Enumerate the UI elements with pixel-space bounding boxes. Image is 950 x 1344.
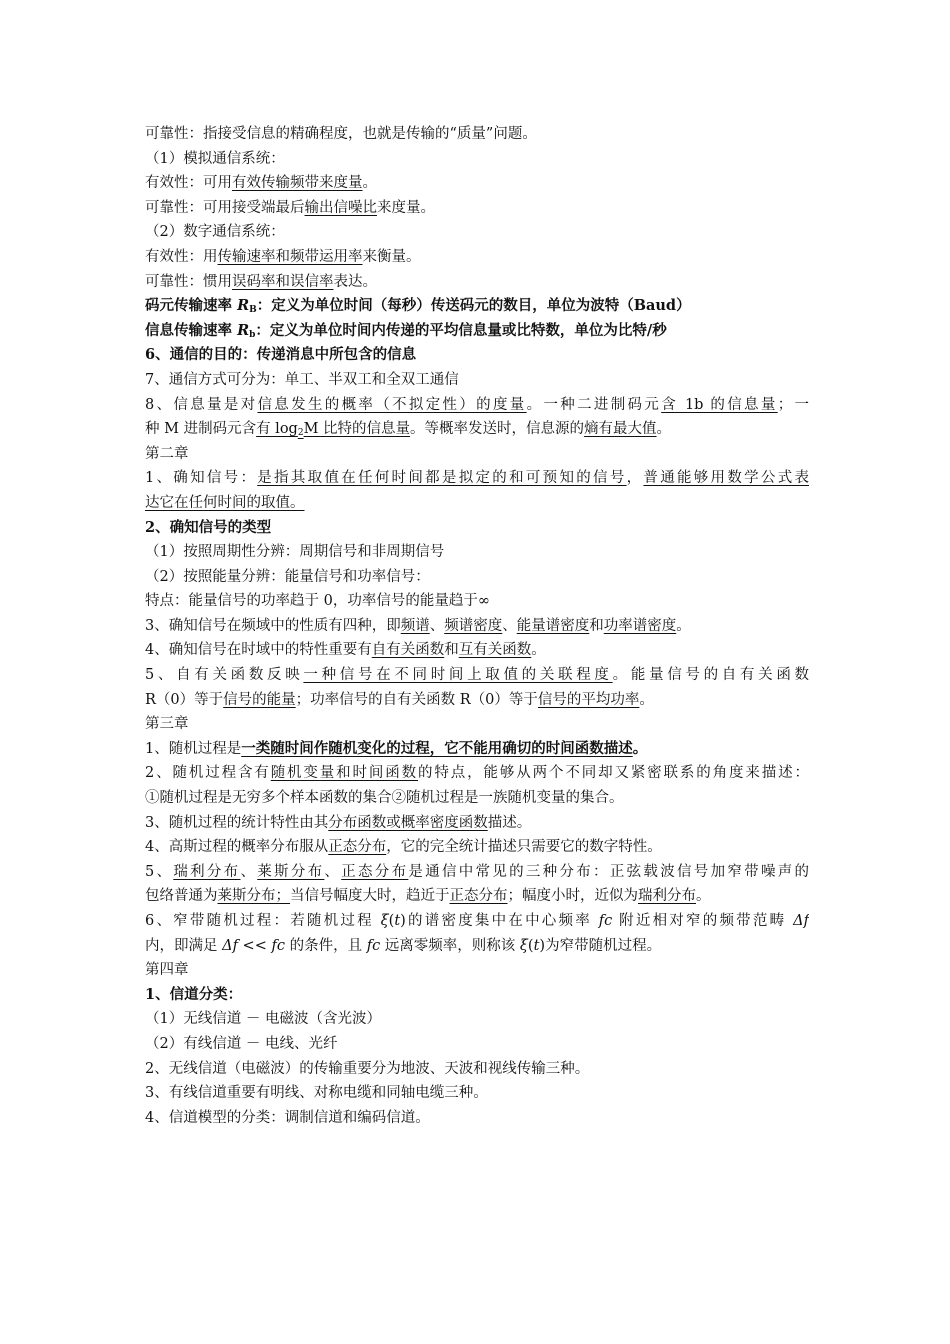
text-run: 。等概率发送时，信息源的 [410, 421, 585, 438]
text-line [145, 294, 809, 319]
text-run: 信号的平均功率 [537, 691, 640, 708]
text-run: 第二章 [145, 445, 189, 462]
text-line [145, 884, 809, 909]
text-run: 3、确知信号在频域中的性质有四种，即 [145, 617, 401, 634]
text-run: 来度量。 [377, 199, 435, 216]
text-run: 莱斯分布 [257, 863, 325, 880]
text-line [145, 540, 809, 565]
text-line [145, 393, 809, 418]
text-run: 3、有线信道重要有明线、对称电缆和同轴电缆三种。 [145, 1085, 488, 1102]
text-line [145, 417, 809, 442]
text-line [145, 1081, 809, 1106]
text-run: ：定义为单位时间内传递的平均信息量或比特数，单位为比特/秒 [255, 321, 667, 339]
text-line [145, 516, 809, 541]
text-run: 信息发生的概率（不拟定性）的度量 [257, 396, 527, 413]
text-run: R [237, 321, 250, 339]
text-run: 1、随机过程是 [145, 740, 242, 757]
text-run: 5、 [145, 863, 174, 880]
text-line [145, 343, 809, 368]
text-run: 信号的能量 [223, 691, 296, 708]
text-run: 互有关函数 [458, 642, 532, 659]
text-run: 第四章 [145, 962, 189, 979]
text-run: 正态分布 [328, 839, 387, 856]
text-run: ；一 [777, 396, 809, 413]
text-run: 可靠性：指接受信息的精确程度，也就是传输的“质量”问题。 [145, 126, 537, 142]
text-run: 莱斯分布； [217, 888, 290, 905]
text-run: 分布函数或概率密度函数 [328, 814, 488, 831]
text-run: fc [598, 913, 613, 929]
text-line [145, 663, 809, 688]
text-run: 3、随机过程的统计特性由其 [145, 814, 329, 831]
text-run: 含 1b 的信息量 [661, 396, 778, 413]
text-run: 4、高斯过程的概率分布服从 [145, 839, 329, 856]
text-run: 能量谱密度 [516, 617, 590, 634]
text-line [145, 811, 809, 836]
text-run: （1）模拟通信系统： [145, 150, 285, 167]
text-run: 6、通信的目的：传递消息中所包含的信息 [145, 346, 417, 364]
text-run: 的条件，且 [284, 937, 367, 954]
text-run: 和 [444, 642, 459, 659]
document-page [145, 122, 809, 1130]
text-run: 随机变量和时间函数 [270, 765, 419, 782]
text-run: 2、确知信号的类型 [145, 518, 272, 536]
text-line [145, 712, 809, 737]
text-run: R [237, 297, 250, 315]
text-run: 是指其取值在任何时间都是拟定的和可预知的信号 [257, 470, 627, 487]
text-run: 。 [531, 642, 546, 659]
text-run: 内，即满足 [145, 937, 223, 954]
text-line [145, 1057, 809, 1082]
text-run: ξ [519, 937, 528, 954]
text-line [145, 171, 809, 196]
text-line [145, 122, 809, 147]
text-run: 瑞利分布 [173, 863, 241, 880]
text-run: 附近相对窄的频带范畴 [612, 913, 794, 929]
text-line [145, 1106, 809, 1131]
text-run: 7、通信方式可分为：单工、半双工和全双工通信 [145, 371, 459, 388]
text-line [145, 761, 809, 786]
text-line [145, 565, 809, 590]
text-line [145, 319, 809, 344]
text-line [145, 614, 809, 639]
text-run: （2）数字通信系统： [145, 224, 285, 241]
text-line [145, 1032, 809, 1057]
text-line [145, 270, 809, 295]
text-run: 5、自有关函数反映 [145, 667, 304, 684]
text-run: ξ [380, 913, 389, 929]
text-line [145, 368, 809, 393]
text-run: M 比特的信息量 [303, 421, 411, 438]
text-run: 、 [502, 617, 517, 634]
text-line [145, 245, 809, 270]
text-run: 1、确知信号： [145, 470, 258, 487]
text-run: ( [388, 913, 395, 929]
text-line [145, 934, 809, 959]
text-run: Δf [793, 913, 809, 929]
text-run: 6、窄带随机过程：若随机过程 [145, 913, 381, 929]
text-run: ：定义为单位时间（每秒）传送码元的数目，单位为波特（Baud） [256, 297, 691, 315]
text-run: 频谱 [400, 617, 430, 634]
text-run: 误码率和误信率 [232, 273, 334, 290]
text-run: （1）无线信道 － 电磁波（含光波） [145, 1011, 381, 1028]
text-run: ， [626, 470, 644, 487]
text-run: << [237, 937, 272, 954]
text-run: 的特点，能够从两个不同却又紧密联系的角度来描述： [418, 765, 809, 782]
text-line [145, 786, 809, 811]
text-run: 正态分布 [449, 888, 508, 905]
text-run: 一类随时间作随机变化的过程，它不能用确切的时间函数描述 [241, 739, 633, 757]
text-run: 自有关函数 [371, 642, 445, 659]
text-run: 有效传输频带来度量 [232, 175, 363, 192]
text-run: 熵有最大值 [584, 421, 657, 438]
text-run: 来衡量。 [362, 248, 421, 265]
text-line [145, 983, 809, 1008]
text-line [145, 147, 809, 172]
text-run: 瑞利分布 [638, 888, 696, 905]
text-run: 4、确知信号在时域中的特性重要有 [145, 642, 372, 659]
text-line [145, 466, 809, 491]
text-run: 。 [639, 691, 654, 708]
text-run: )为窄带随机过程。 [539, 937, 662, 954]
text-run: R（0）等于 [145, 691, 224, 708]
text-run: ；幅度小时，近似为 [507, 888, 638, 905]
text-run: t [394, 913, 401, 929]
subscript: b [249, 329, 256, 340]
text-run: 。能量信号的自有关函数 [612, 667, 809, 684]
text-run: 功率谱密度 [603, 617, 677, 634]
text-run: 可靠性：惯用 [145, 273, 232, 290]
text-run: Δf [222, 937, 238, 954]
text-run: 8、信息量是对 [145, 396, 258, 413]
text-run: 种 M 进制码元含 [145, 421, 257, 438]
text-run: 。一种二进制码元 [526, 396, 662, 413]
text-run: ①随机过程是无穷多个样本函数的集合②随机过程是一族随机变量的集合。 [145, 790, 624, 807]
text-run: （1）按照周期性分辨：周期信号和非周期信号 [145, 544, 445, 561]
text-run: 包络普通为 [145, 888, 218, 905]
text-run: （2）有线信道 － 电线、光纤 [145, 1035, 338, 1052]
text-run: 2、随机过程含有 [145, 765, 271, 782]
text-run: 远离零频率，则称该 [380, 937, 520, 954]
text-run: ；功率信号的自有关函数 R（0）等于 [295, 691, 538, 708]
text-run: 描述。 [487, 814, 532, 831]
text-run: 和 [589, 617, 604, 634]
text-run: 。 [656, 421, 672, 438]
text-line [145, 835, 809, 860]
text-run: 是通信中常见的三种分布：正弦载波信号加窄带噪声的 [408, 863, 809, 880]
text-run: 可靠性：可用接受端最后 [145, 199, 305, 216]
text-run: 1、信道分类： [145, 985, 243, 1003]
text-run: 表达。 [333, 273, 377, 290]
text-run: 。 [362, 175, 377, 192]
text-run: （2）按照能量分辨：能量信号和功率信号： [145, 568, 430, 585]
text-line [145, 688, 809, 713]
text-run: 正态分布 [341, 863, 409, 880]
text-run: 输出信噪比 [304, 199, 377, 216]
text-run: 有 log [256, 421, 298, 438]
subscript: B [249, 305, 257, 316]
text-run: 信息传输速率 [145, 321, 238, 339]
text-run: ( [527, 937, 534, 954]
text-run: 。 [696, 888, 711, 905]
text-run: fc [366, 937, 381, 954]
text-run: t [533, 937, 540, 954]
text-line [145, 196, 809, 221]
text-line [145, 958, 809, 983]
text-run: 有效性：可用 [145, 175, 232, 192]
text-run: 2、无线信道（电磁波）的传输重要分为地波、天波和视线传输三种。 [145, 1060, 590, 1077]
text-run: 传输速率和频带运用率 [217, 248, 363, 265]
text-run: )的谱密度集中在中心频率 [400, 913, 599, 929]
text-line [145, 491, 809, 516]
text-run: 一种信号在不同时间上取值的关联程度 [303, 667, 613, 684]
text-line [145, 737, 809, 762]
text-run: 达它在任何时间的取值。 [145, 494, 305, 511]
text-run: 。 [632, 739, 648, 757]
text-line [145, 909, 809, 934]
text-run: ，它的完全统计描述只需要它的数字特性。 [386, 839, 662, 856]
text-run: 、 [240, 863, 258, 880]
text-line [145, 1007, 809, 1032]
text-run: 频谱密度 [444, 617, 503, 634]
text-run: fc [271, 937, 285, 954]
text-line [145, 589, 809, 614]
text-run: 、 [429, 617, 445, 634]
text-run: 、 [324, 863, 342, 880]
subscript: 2 [297, 428, 304, 439]
text-line [145, 638, 809, 663]
text-run: 第三章 [145, 716, 189, 733]
text-run: 4、信道模型的分类：调制信道和编码信道。 [145, 1109, 430, 1126]
text-line [145, 442, 809, 467]
text-line [145, 860, 809, 885]
text-run: 普通能够用数学公式表 [643, 470, 809, 487]
text-run: 码元传输速率 [145, 297, 238, 315]
text-line [145, 220, 809, 245]
text-run: 特点：能量信号的功率趋于 0，功率信号的能量趋于∞ [145, 593, 490, 610]
text-run: 有效性：用 [145, 248, 218, 265]
text-run: 当信号幅度大时，趋近于 [290, 888, 450, 905]
text-run: 。 [676, 617, 691, 634]
